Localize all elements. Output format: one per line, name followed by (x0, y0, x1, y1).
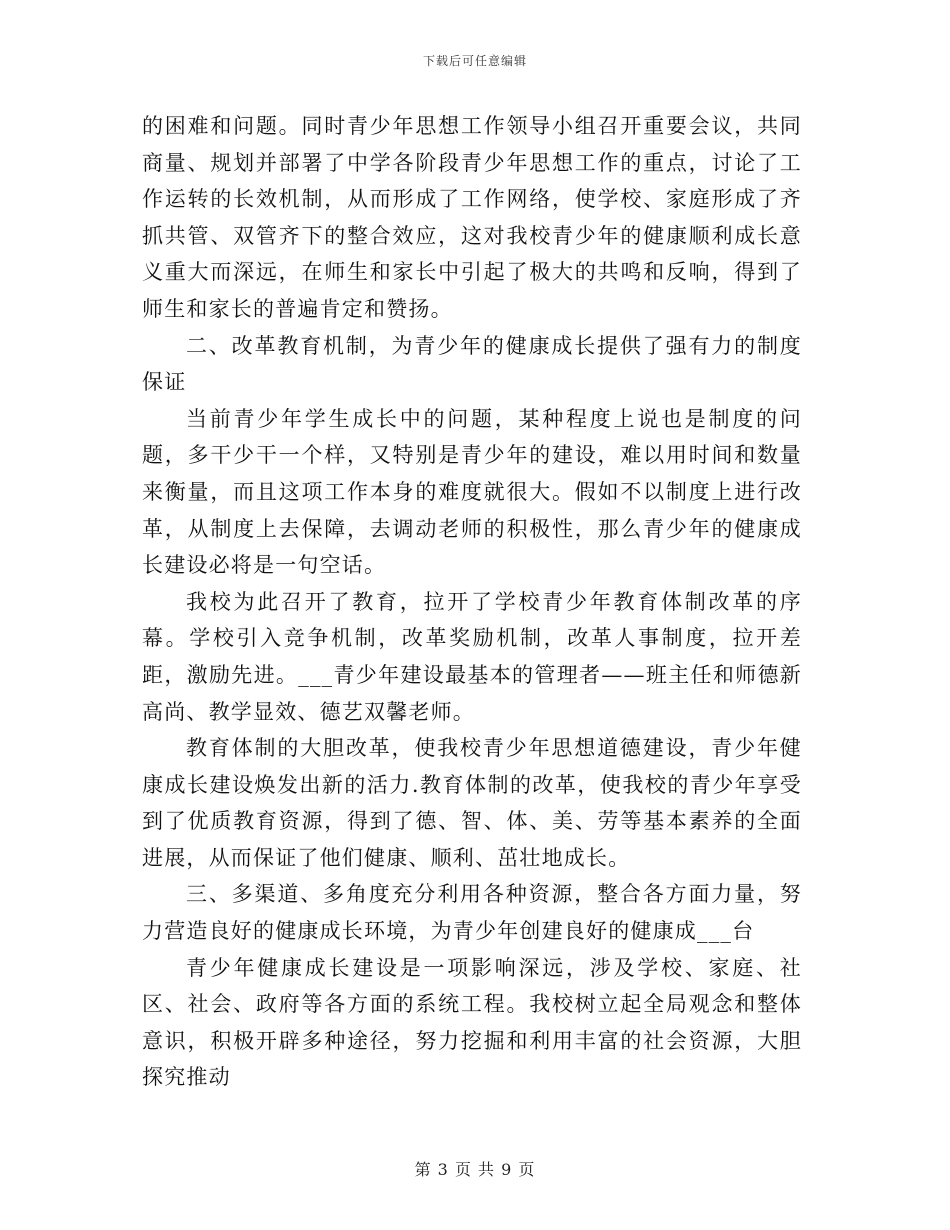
paragraph-5: 教育体制的大胆改革，使我校青少年思想道德建设，青少年健康成长建设焕发出新的活力.教育体制的改革，使我校的青少年享受到了优质教育资源，得到了德、智、体、美、劳等基本素养的全面进展，从而保证了他们健康、顺利、茁壮地成长。 (142, 736, 802, 870)
paragraph-3: 当前青少年学生成长中的问题，某种程度上说也是制度的问题，多干少干一个样，又特别是青少年的建设，难以用时间和数量来衡量，而且这项工作本身的难度就很大。假如不以制度上进行改革，从制度上去保障，去调动老师的积极性，那么青少年的健康成长建设必将是一句空话。 (142, 406, 802, 578)
section-heading-3: 三、多渠道、多角度充分利用各种资源，整合各方面力量，努力营造良好的健康成长环境，为青少年创建良好的健康成___台 (142, 882, 802, 944)
page-header: 下载后可任意编辑 (422, 54, 527, 68)
paragraph-1: 的困难和问题。同时青少年思想工作领导小组召开重要会议，共同商量、规划并部署了中学各阶段青少年思想工作的重点，讨论了工作运转的长效机制，从而形成了工作网络，使学校、家庭形成了齐抓共管、双管齐下的整合效应，这对我校青少年的健康顺利成长意义重大而深远，在师生和家长中引起了极大的共鸣和反响，得到了师生和家长的普遍肯定和赞扬。 (142, 114, 802, 321)
paragraph-4: 我校为此召开了教育，拉开了学校青少年教育体制改革的序幕。学校引入竞争机制，改革奖励机制，改革人事制度，拉开差距，激励先进。___青少年建设最基本的管理者——班主任和师德新高尚、教学显效、德艺双馨老师。 (142, 589, 802, 724)
page-footer: 第 3 页 共 9 页 (414, 1160, 536, 1179)
section-heading-2: 二、改革教育机制，为青少年的健康成长提供了强有力的制度保证 (142, 333, 802, 395)
document-body (142, 108, 802, 1096)
paragraph-7: 青少年健康成长建设是一项影响深远，涉及学校、家庭、社区、社会、政府等各方面的系统工程。我校树立起全局观念和整体意识，积极开辟多种途径，努力挖掘和利用丰富的社会资源，大胆探究推动 (142, 955, 802, 1090)
